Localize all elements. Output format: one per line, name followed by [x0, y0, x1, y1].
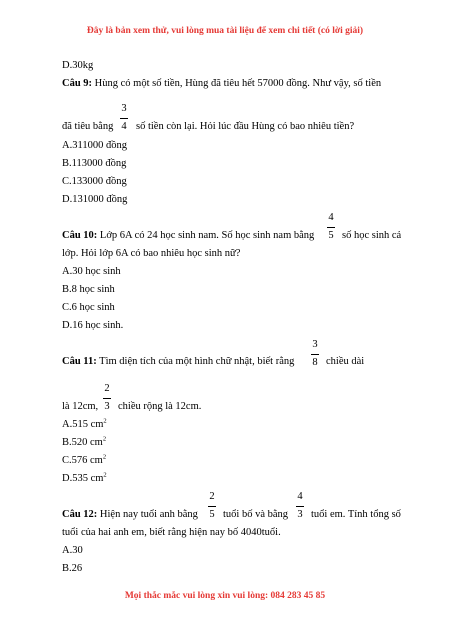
- q11-fraction-1: [311, 340, 319, 368]
- q10-text1: Lớp 6A có 24 học sinh nam. Số học sinh nam bằng: [97, 230, 315, 241]
- q11-option-b: [62, 437, 106, 448]
- unit-superscript: 2: [103, 417, 107, 425]
- q12-line1c: tuổi em. Tính tổng số: [311, 509, 401, 520]
- q11-frac2-den: 3: [104, 400, 110, 412]
- q11-frac2-num: 2: [104, 383, 110, 394]
- q9-text1: Hùng có một số tiền, Hùng đã tiêu hết 57000 đồng. Như vậy, số tiền: [92, 78, 382, 89]
- q11-text1: Tìm diện tích của một hình chữ nhật, biết rằng: [96, 356, 295, 367]
- q11-line2b: chiều rộng là 12cm.: [118, 401, 202, 412]
- q11-option-d: [62, 473, 107, 484]
- q12-text1: Hiện nay tuổi anh bằng: [97, 509, 198, 520]
- q12-fraction-2: [296, 492, 304, 520]
- q12-frac1-num: 2: [209, 491, 215, 502]
- q12-frac1-den: 5: [209, 508, 215, 520]
- q11-option-c-text: C.576 cm: [62, 455, 103, 466]
- fraction-bar: [208, 506, 216, 507]
- q11-fraction-2: [103, 384, 111, 412]
- unit-superscript: 2: [103, 471, 107, 479]
- q9-option-c: C.133000 đồng: [62, 176, 127, 187]
- q11-frac1-den: 8: [312, 356, 318, 368]
- q10-option-c: C.6 học sinh: [62, 302, 115, 313]
- fraction-bar: [327, 227, 335, 228]
- q10-label: Câu 10:: [62, 230, 98, 241]
- q10-option-d: D.16 học sinh.: [62, 320, 124, 331]
- q12-line1b: tuổi bố và bằng: [223, 509, 289, 520]
- q9-frac-num: 3: [121, 103, 127, 114]
- fraction-bar: [296, 506, 304, 507]
- q9-option-d: D.131000 đồng: [62, 194, 128, 205]
- q9-fraction: [120, 104, 128, 132]
- q9-label: Câu 9:: [62, 78, 93, 89]
- q10-option-b: B.8 học sinh: [62, 284, 115, 295]
- q12-label: Câu 12:: [62, 509, 98, 520]
- q12-option-a: A.30: [62, 545, 83, 556]
- q11-option-d-text: D.535 cm: [62, 473, 104, 484]
- unit-superscript: 2: [102, 453, 107, 461]
- q12-line1a: [62, 509, 198, 520]
- q10-line1a: [62, 230, 314, 241]
- q11-option-b-text: B.520 cm: [62, 437, 103, 448]
- q9-option-b: B.113000 đồng: [62, 158, 127, 169]
- q11-line2a: là 12cm,: [62, 401, 99, 412]
- q10-frac-den: 5: [328, 229, 334, 241]
- q12-frac2-num: 4: [297, 491, 303, 502]
- unit-superscript: 2: [102, 435, 107, 443]
- prev-option-d: D.30kg: [62, 60, 94, 71]
- q10-line2: lớp. Hỏi lớp 6A có bao nhiêu học sinh nữ?: [62, 248, 241, 259]
- fraction-bar: [311, 354, 319, 355]
- q9-line2a: đã tiêu bằng: [62, 121, 114, 132]
- q11-label: Câu 11:: [62, 356, 97, 367]
- q11-option-a: [62, 419, 107, 430]
- q11-frac1-num: 3: [312, 339, 318, 350]
- q9-option-a: A.311000 đồng: [62, 140, 127, 151]
- q10-option-a: A.30 học sinh: [62, 266, 121, 277]
- q12-line2: tuổi của hai anh em, biết rằng hiện nay bố 4040tuổi.: [62, 527, 281, 538]
- contact-banner: Mọi thắc mắc vui lòng xin vui lòng: 084 283 45 85: [124, 591, 326, 601]
- preview-banner: Đây là bản xem thử, vui lòng mua tài liệu để xem chi tiết (có lời giải): [86, 26, 364, 36]
- q11-line1b: chiều dài: [326, 356, 365, 367]
- q9-line2b: số tiền còn lại. Hỏi lúc đầu Hùng có bao nhiêu tiền?: [136, 121, 355, 132]
- q12-option-b: B.26: [62, 563, 83, 574]
- q10-frac-num: 4: [328, 212, 334, 223]
- q11-option-a-text: A.515 cm: [62, 419, 104, 430]
- q10-line1b: số học sinh cả: [342, 230, 402, 241]
- q11-line1a: [62, 356, 294, 367]
- q9-frac-den: 4: [121, 120, 127, 132]
- q12-frac2-den: 3: [297, 508, 303, 520]
- q11-option-c: [62, 455, 106, 466]
- fraction-bar: [120, 118, 128, 119]
- q12-fraction-1: [208, 492, 216, 520]
- fraction-bar: [103, 398, 111, 399]
- q9-line1: [62, 78, 381, 89]
- q10-fraction: [327, 213, 335, 241]
